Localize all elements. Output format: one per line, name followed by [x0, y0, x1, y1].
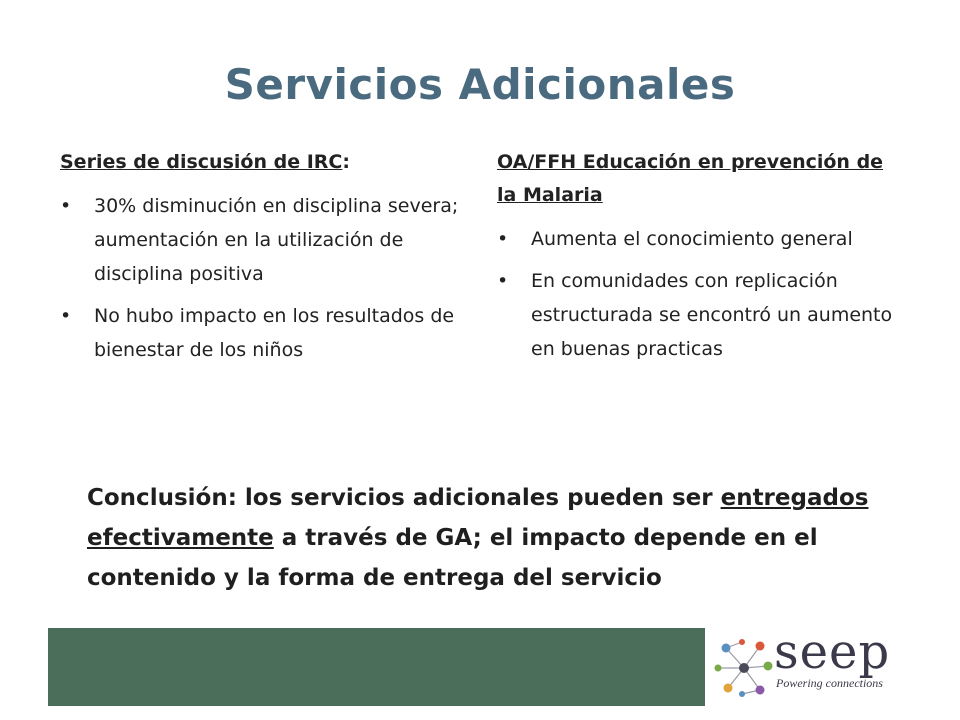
right-column [497, 146, 897, 374]
conclusion-part-1: Conclusión: los servicios adicionales pueden ser [87, 485, 721, 511]
conclusion-part-2: a través de GA; el impacto depende en el contenido y la forma de entrega del servicio [87, 525, 818, 591]
left-heading-text: Series de discusión de IRC [60, 151, 343, 173]
logo-dot [764, 662, 773, 671]
left-bullet-list [60, 189, 465, 367]
logo-dot [739, 639, 745, 645]
network-dots-icon [712, 636, 776, 700]
footer-bar [48, 628, 705, 706]
bullet-item: • En comunidades con replicación estructurada se encontró un aumento en buenas practicas [497, 264, 897, 366]
left-column-heading [60, 146, 465, 179]
logo-dot [739, 663, 749, 673]
left-column [60, 146, 465, 375]
conclusion-underlined: entregados efectivamente [87, 485, 869, 551]
logo-dot [722, 644, 731, 653]
bullet-item: • 30% disminución en disciplina severa; aumentación en la utilización de disciplina positiva [60, 189, 465, 291]
right-heading-text: OA/FFH Educación en prevención de la Malaria [497, 151, 884, 206]
logo-tagline: Powering connections [776, 676, 883, 690]
logo-dot [724, 684, 733, 693]
right-column-heading [497, 146, 897, 212]
right-bullet-list [497, 222, 897, 366]
logo-dot [756, 642, 765, 651]
logo-dot [715, 665, 722, 672]
bullet-item: • Aumenta el conocimiento general [497, 222, 897, 256]
seep-logo [712, 624, 902, 700]
left-heading-colon: : [342, 151, 350, 173]
logo-dot [739, 691, 745, 697]
logo-wordmark: seep [774, 624, 891, 680]
conclusion-text [87, 478, 887, 598]
bullet-item: • No hubo impacto en los resultados de bienestar de los niños [60, 299, 465, 367]
logo-dot [756, 686, 765, 695]
slide-title: Servicios Adicionales [224, 60, 736, 109]
